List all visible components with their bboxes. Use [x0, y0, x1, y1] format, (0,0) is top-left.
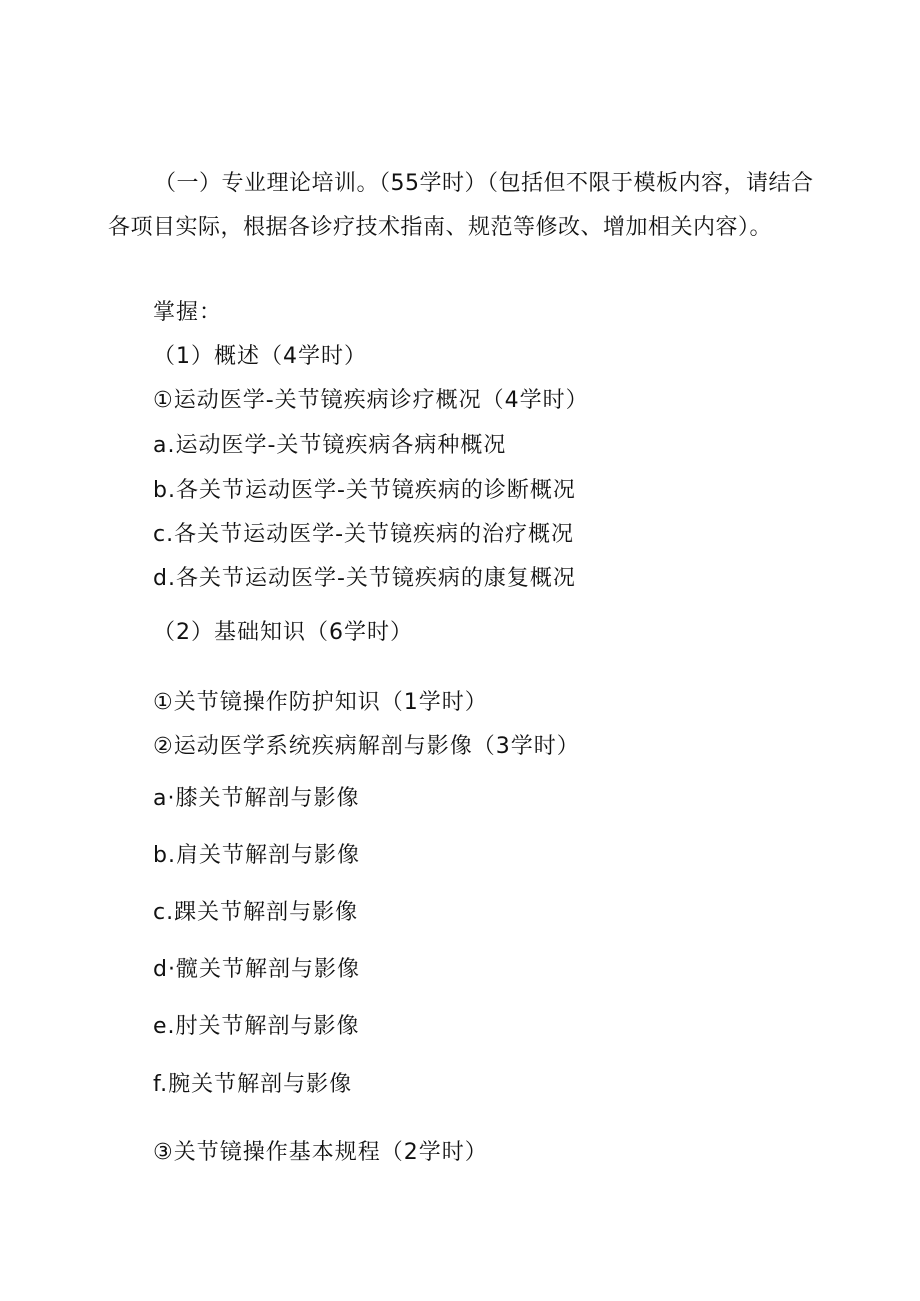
- anatomy-knee: a·膝关节解剖与影像: [153, 786, 360, 811]
- anatomy-elbow: e.肘关节解剖与影像: [153, 1014, 360, 1039]
- basics-item-2: ②运动医学系统疾病解剖与影像（3学时）: [153, 734, 580, 759]
- intro-paragraph: （一）专业理论培训。（55学时）（包括但不限于模板内容，请结合各项目实际，根据各诊疗技术指南、规范等修改、增加相关内容）。: [108, 171, 814, 240]
- overview-subitem-c: c.各关节运动医学-关节镜疾病的治疗概况: [153, 522, 575, 547]
- overview-item-1: ①运动医学-关节镜疾病诊疗概况（4学时）: [153, 388, 589, 413]
- basics-item-1: ①关节镜操作防护知识（1学时）: [153, 690, 488, 715]
- anatomy-ankle: c.踝关节解剖与影像: [153, 900, 359, 925]
- anatomy-wrist: f.腕关节解剖与影像: [153, 1072, 353, 1097]
- section-overview-heading: （1）概述（4学时）: [153, 344, 367, 369]
- anatomy-hip: d·髋关节解剖与影像: [153, 957, 360, 982]
- anatomy-shoulder: b.肩关节解剖与影像: [153, 843, 360, 868]
- overview-subitem-b: b.各关节运动医学-关节镜疾病的诊断概况: [153, 478, 576, 503]
- mastery-heading: 掌握：: [153, 300, 223, 325]
- section-basics-heading: （2）基础知识（6学时）: [153, 620, 413, 645]
- overview-subitem-a: a.运动医学-关节镜疾病各病种概况: [153, 433, 507, 458]
- basics-item-3: ③关节镜操作基本规程（2学时）: [153, 1140, 488, 1165]
- overview-subitem-d: d.各关节运动医学-关节镜疾病的康复概况: [153, 566, 576, 591]
